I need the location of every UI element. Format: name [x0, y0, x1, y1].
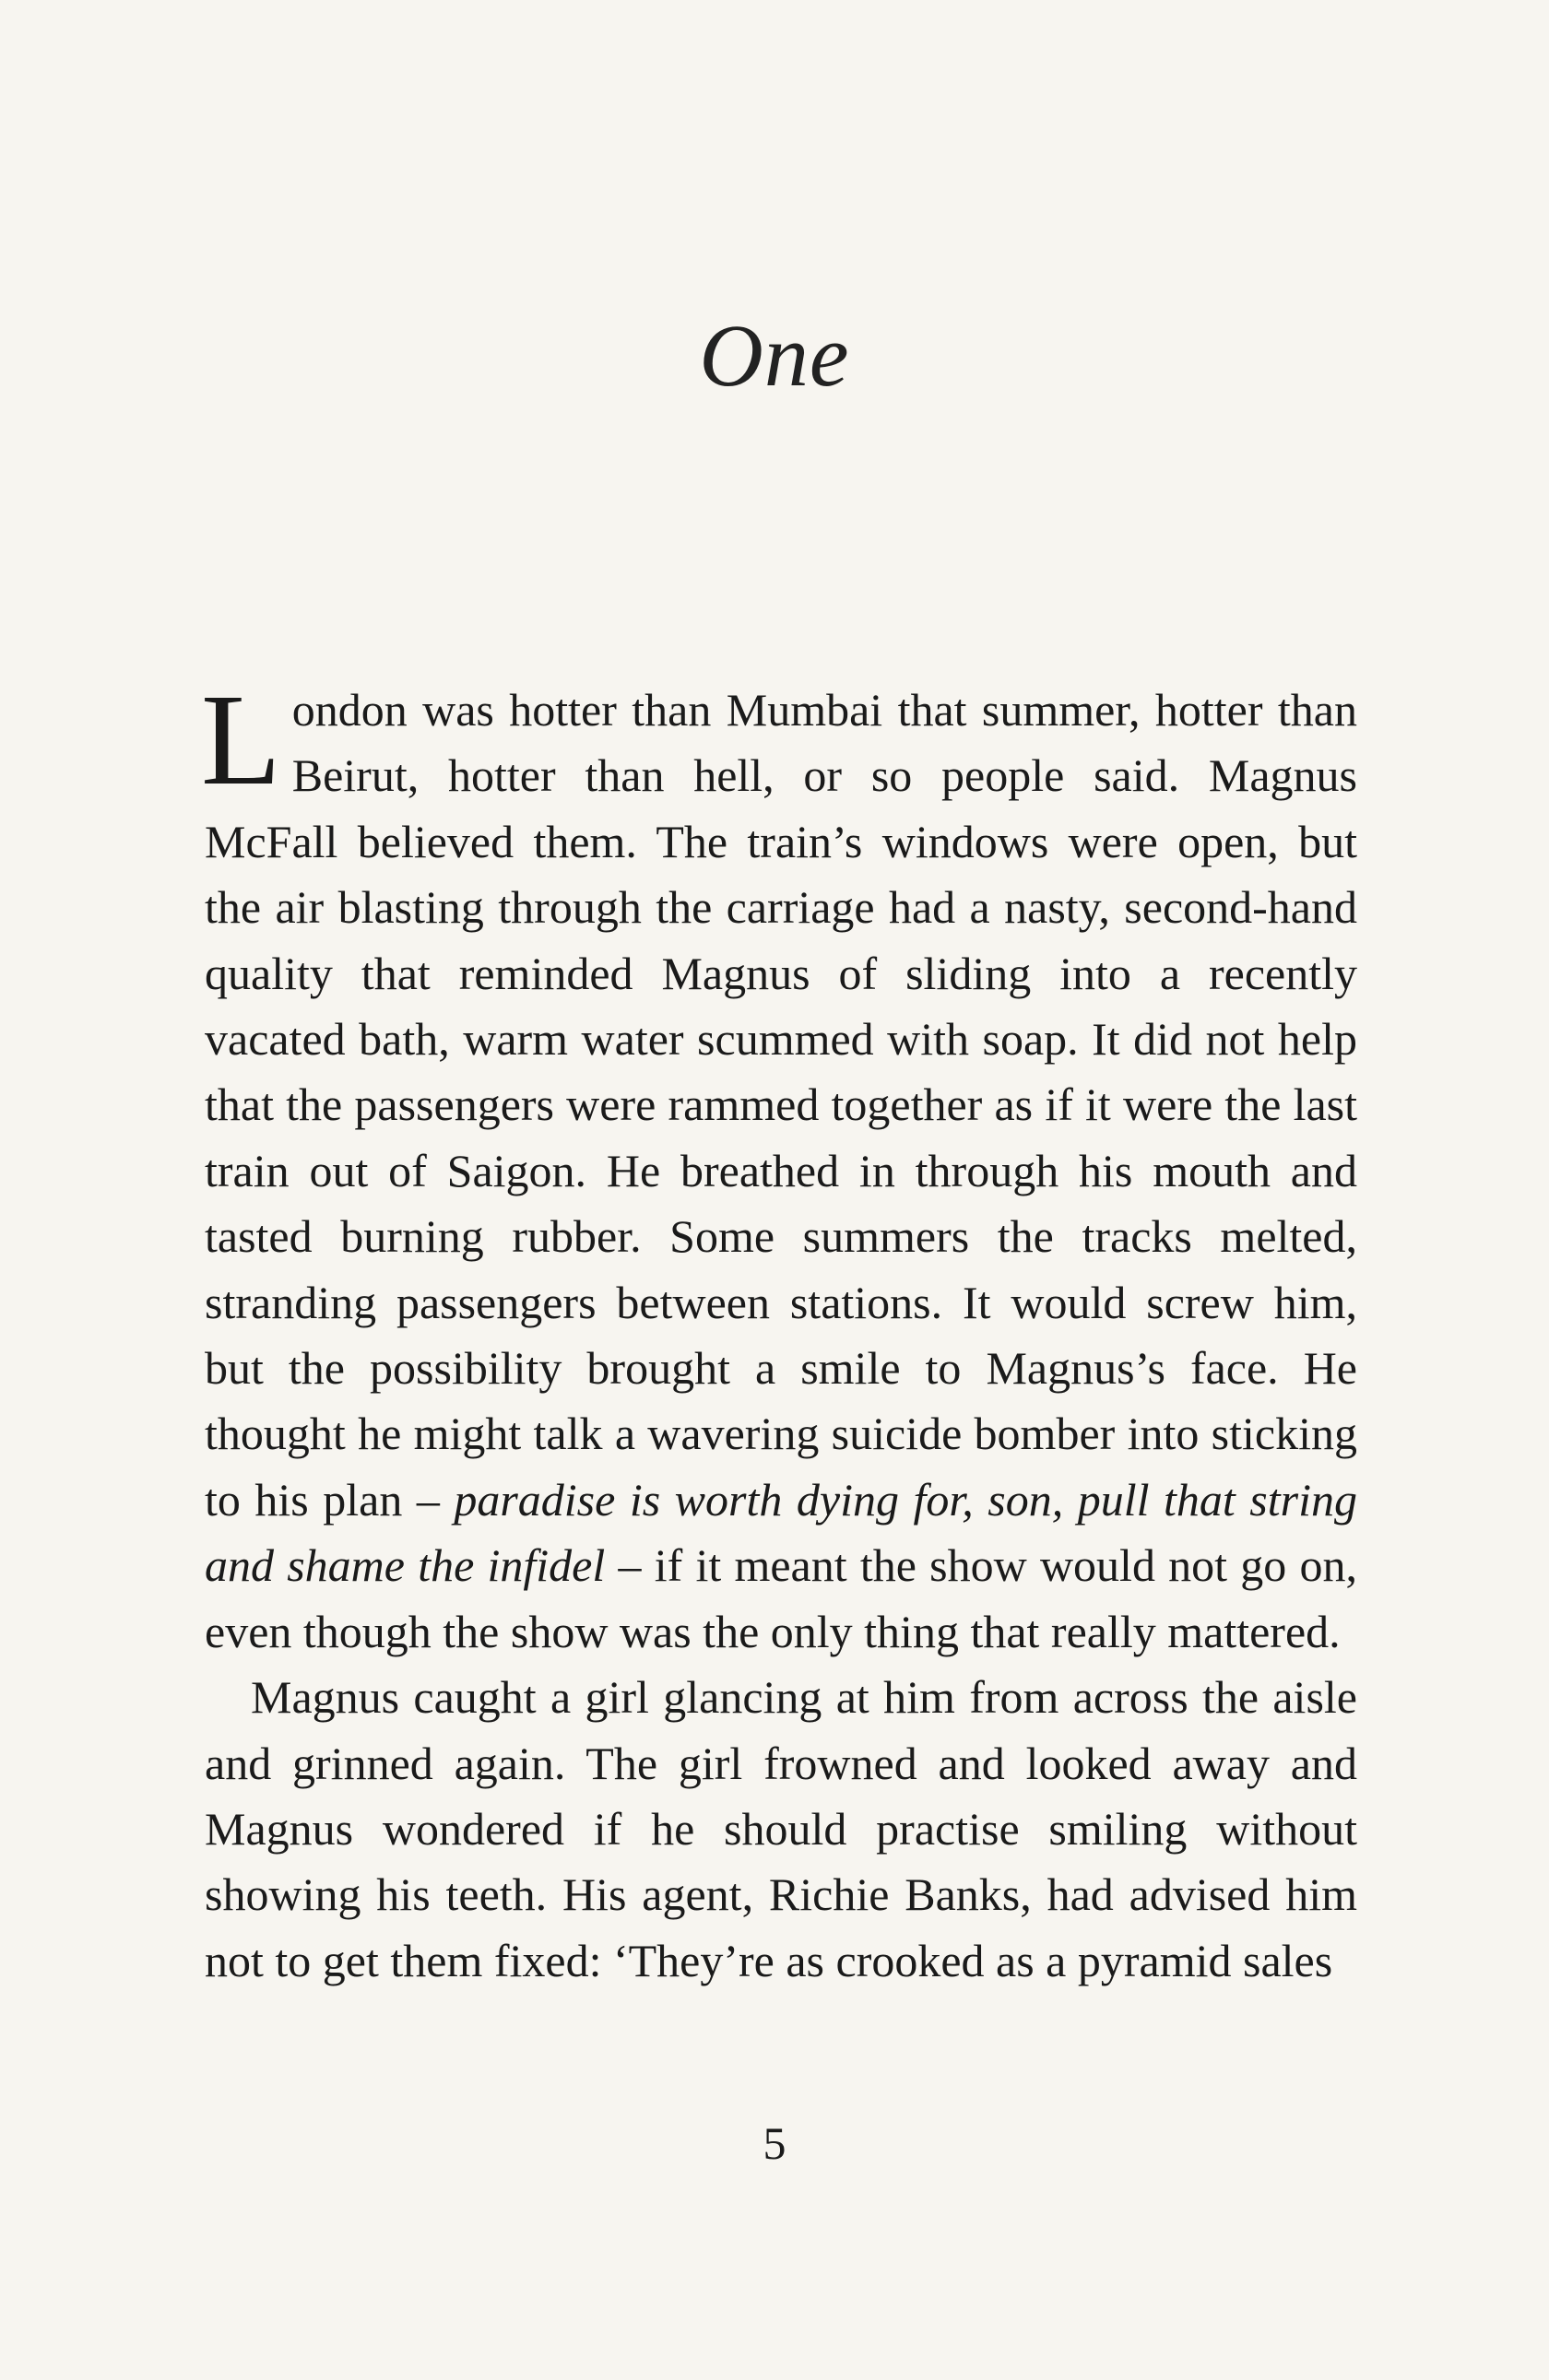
paragraph-2: Magnus caught a girl glancing at him from across the aisle and grinned again. The girl frowned and looked away and Magnus wondered if he should practise smiling without showing his teeth. His agent, Richie Banks, had advised him not to get them fixed: ‘They’re as crooked as a pyramid sales: [205, 1671, 1357, 1986]
page-number: 5: [763, 2117, 786, 2169]
drop-cap: L: [201, 666, 281, 812]
body-text: [201, 666, 1357, 1994]
paragraph-1-text-b: – if it meant the show would not go on, even though the show was the only thing that really mattered.: [205, 1539, 1357, 1657]
paragraph-1-italic: paradise is worth dying for, son, pull that string and shame the infidel: [205, 1473, 1357, 1592]
paragraph-1: [201, 666, 1357, 1665]
chapter-title: One: [699, 306, 850, 405]
paragraph-1-text-a: ondon was hotter than Mumbai that summer, hotter than Beirut, hotter than hell, or so people said. Magnus McFall believed them. The train’s windows were open, but the air blasting through the carriage had a nasty, second-hand quality that reminded Magnus of sliding into a recently vacated bath, warm water scummed with soap. It did not help that the passengers were rammed together as if it were the last train out of Saigon. He breathed in through his mouth and tasted burning rubber. Some summers the tracks melted, stranding passengers between stations. It would screw him, but the possibility brought a smile to Magnus’s face. He thought he might talk a wavering suicide bomber into sticking to his plan –: [205, 684, 1357, 1526]
